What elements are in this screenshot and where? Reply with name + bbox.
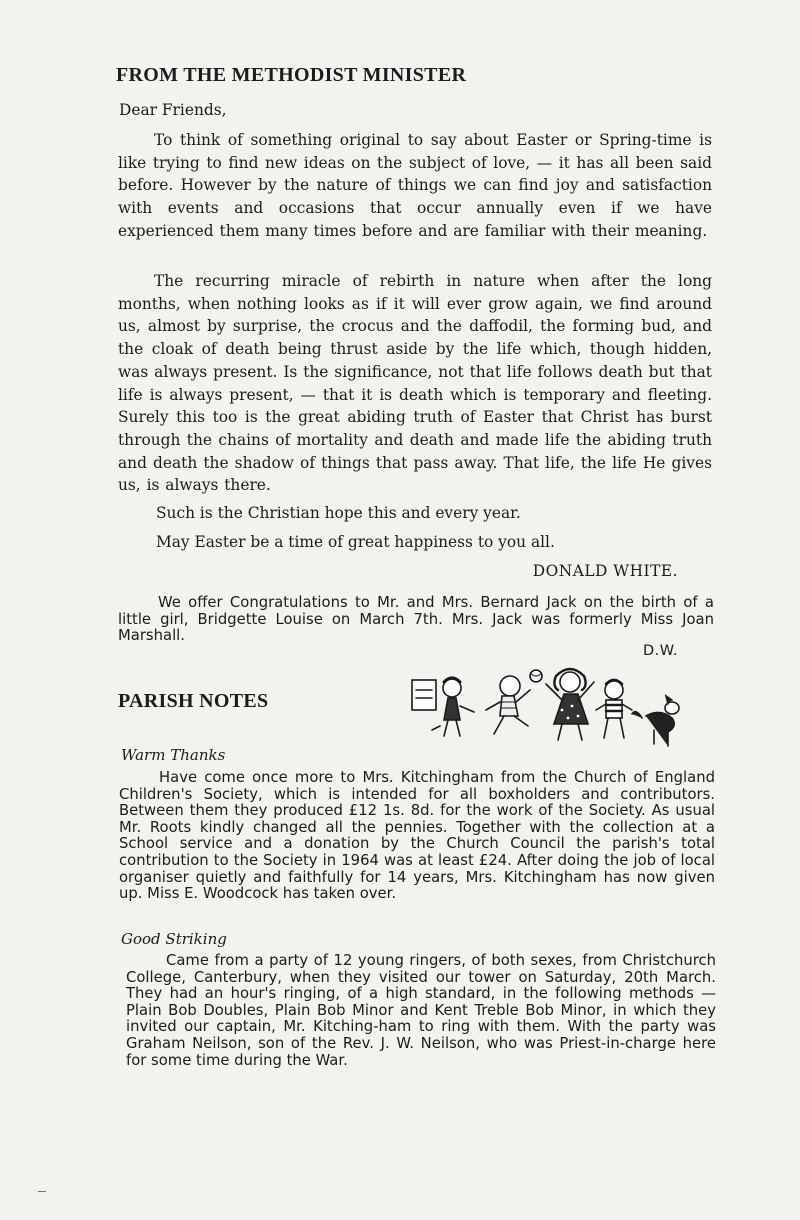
page-mark xyxy=(38,1191,46,1192)
methodist-paragraph-2: The recurring miracle of rebirth in nature when after the long months, when nothing looks as if it will ever grow again, we find around us, almost by surprise, the crocus and the daffodil, the forming bud, and the cloak of death being thrust aside by the life which, though hidden, was always present. Is the significance, not that life follows death but that life is always present, — that it is death which is temporary and fleeting. Surely this too is the great abiding truth of Easter that Christ has burst through the chains of mortality and death and made life the abiding truth and death the shadow of things that pass away. That life, the life He gives us, is always there. xyxy=(118,272,712,495)
methodist-paragraph-1: To think of something original to say about Easter or Spring-time is like trying to find new ideas on the subject of love, — it has all been said before. However by the nature of things we can find joy and satisfaction with events and occasions that occur annually even if we have experienced them many times before and are familiar with their meaning. xyxy=(118,131,712,240)
children-playing-illustration xyxy=(410,666,682,750)
salutation: Dear Friends, xyxy=(119,101,227,119)
congratulations-paragraph: We offer Congratulations to Mr. and Mrs. Bernard Jack on the birth of a little girl, Bridgette Louise on March 7th. Mrs. Jack was formerly Miss Joan Marshall. xyxy=(118,594,714,645)
methodist-heading: FROM THE METHODIST MINISTER xyxy=(116,64,467,86)
easter-wish-line: May Easter be a time of great happiness to you all. xyxy=(156,533,555,551)
parish-notes-heading: PARISH NOTES xyxy=(118,690,269,712)
christian-hope-line: Such is the Christian hope this and every year. xyxy=(156,504,521,522)
good-striking-title: Good Striking xyxy=(121,930,227,948)
good-striking-paragraph: Came from a party of 12 young ringers, of both sexes, from Christchurch College, Canterbury, when they visited our tower on Saturday, 20th March. They had an hour's ringing, of a high standard, in the following methods — Plain Bob Doubles, Plain Bob Minor and Kent Treble Bob Minor, in which they invited our captain, Mr. Kitching-ham to ring with them. With the party was Graham Neilson, son of the Rev. J. W. Neilson, who was Priest-in-charge here for some time during the War. xyxy=(126,952,716,1069)
warm-thanks-paragraph: Have come once more to Mrs. Kitchingham from the Church of England Children's Society, which is intended for all boxholders and contributors. Between them they produced £12 1s. 8d. for the work of the Society. As usual Mr. Roots kindly changed all the pennies. Together with the collection at a School service and a donation by the Church Council the parish's total contribution to the Society in 1964 was at least £24. After doing the job of local organiser quietly and faithfully for 14 years, Mrs. Kitchingham has now given up. Miss E. Woodcock has taken over. xyxy=(119,769,715,903)
minister-signature: DONALD WHITE. xyxy=(532,562,678,580)
warm-thanks-title: Warm Thanks xyxy=(121,746,226,764)
initials: D.W. xyxy=(642,643,678,659)
